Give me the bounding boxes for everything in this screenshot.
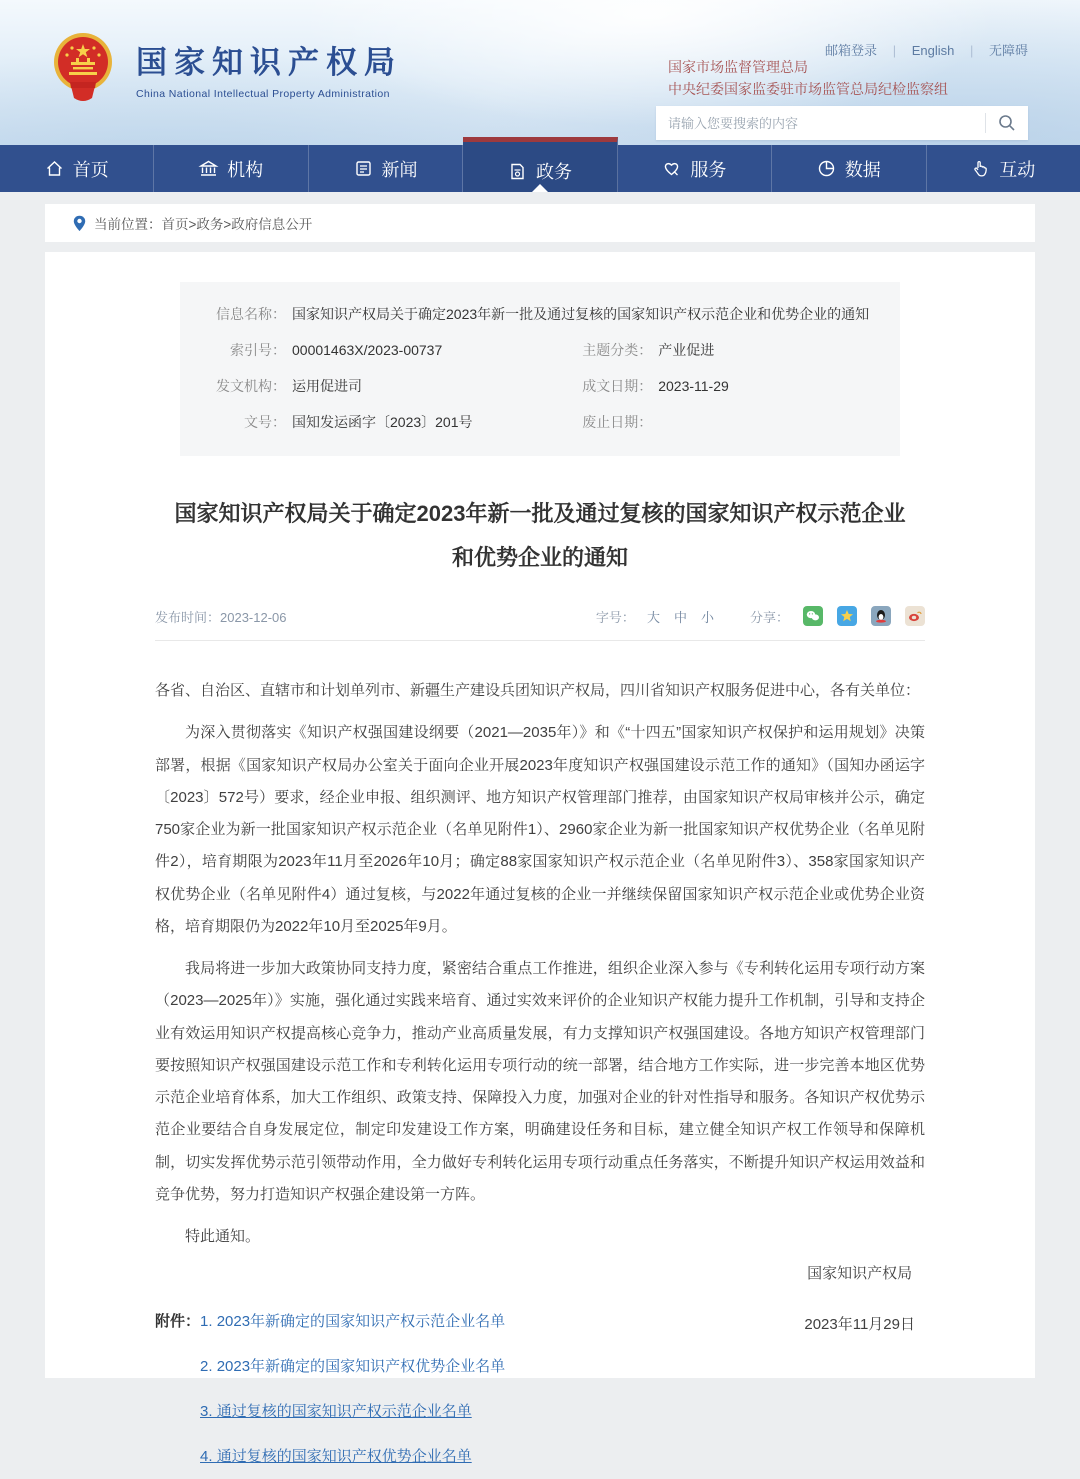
font-size-large-button[interactable]: 大	[646, 609, 660, 625]
signature-block	[804, 1248, 915, 1350]
attachment-link-2[interactable]: 2. 2023年新确定的国家知识产权优势企业名单	[200, 1358, 506, 1376]
share-weibo-icon[interactable]	[905, 606, 925, 626]
site-header	[0, 0, 1080, 145]
document-body	[155, 675, 925, 1253]
meta-label-issue-date: 成文日期：	[582, 378, 653, 394]
nav-item-news[interactable]	[309, 145, 463, 192]
site-logo[interactable]	[52, 32, 402, 104]
site-title-en: China National Intellectual Property Administration	[136, 87, 390, 100]
related-org-links	[668, 56, 948, 101]
service-heart-icon	[662, 159, 681, 178]
separator: |	[969, 43, 974, 58]
home-icon	[45, 159, 64, 178]
meta-value-topic: 产业促进	[658, 342, 715, 358]
publish-time-label: 发布时间：	[155, 609, 221, 625]
signature-date: 2023年11月29日	[804, 1316, 915, 1333]
meta-value-doc-no: 国知发运函字〔2023〕201号	[292, 414, 473, 430]
org-link-samr[interactable]: 国家市场监督管理总局	[668, 59, 808, 75]
meta-label-doc-no: 文号：	[244, 414, 286, 430]
location-pin-icon	[73, 215, 86, 232]
hand-pointer-icon	[971, 159, 990, 178]
body-paragraph: 我局将进一步加大政策协同支持力度，紧密结合重点工作推进，组织企业深入参与《专利转化运用专项行动方案（2023—2025年）》实施，强化通过实践来培育、通过实效来评价的企业知识产权能力提升工作机制，引导和支持企业有效运用知识产权提高核心竞争力，推动产业高质量发展，有力支撑知识产权强国建设。各地方知识产权管理部门要按照知识产权强国建设示范工作和专利转化运用专项行动的统一部署，结合地方工作实际，进一步完善本地区优势示范企业培育体系，加大工作组织、政策支持、保障投入力度，加强对企业的针对性指导和服务。各知识产权优势示范企业要结合自身发展定位，制定印发建设工作方案，明确建设任务和目标，建立健全知识产权工作领导和保障机制，切实发挥优势示范引领带动作用，全力做好专利转化运用专项行动重点任务落实，不断提升知识产权运用效益和竞争优势，努力打造知识产权强企建设第一方阵。	[155, 960, 925, 1203]
salutation-paragraph: 各省、自治区、直辖市和计划单列市、新疆生产建设兵团知识产权局，四川省知识产权服务促进中心，各有关单位：	[155, 682, 921, 699]
nav-item-org[interactable]	[154, 145, 308, 192]
search-icon	[998, 114, 1016, 132]
closing-paragraph: 特此通知。	[185, 1228, 261, 1245]
document-icon	[508, 162, 527, 181]
nav-label: 机构	[227, 159, 264, 180]
attachments-label: 附件：	[155, 1313, 201, 1331]
share-qzone-icon[interactable]	[837, 606, 857, 626]
meta-value-repeal-date	[658, 404, 876, 440]
meta-value-issue-date: 2023-11-29	[658, 378, 729, 394]
separator: |	[892, 43, 897, 58]
news-icon	[354, 159, 373, 178]
site-title: 国家知识产权局	[136, 44, 402, 80]
meta-value-issuer: 运用促进司	[292, 378, 362, 394]
accessibility-link[interactable]: 无障碍	[988, 43, 1028, 58]
meta-label-topic: 主题分类：	[582, 342, 653, 358]
attachment-link-4[interactable]: 4. 通过复核的国家知识产权优势企业名单	[200, 1448, 472, 1466]
nav-item-gov[interactable]	[463, 137, 617, 192]
publish-time	[155, 607, 287, 626]
nav-label: 首页	[72, 159, 109, 180]
font-size-small-button[interactable]: 小	[700, 609, 714, 625]
meta-value-info-name: 国家知识产权局关于确定2023年新一批及通过复核的国家知识产权示范企业和优势企业的通知	[292, 306, 870, 322]
meta-value-index: 00001463X/2023-00737	[292, 342, 443, 358]
mail-login-link[interactable]: 邮箱登录	[825, 43, 878, 58]
document-meta-table	[180, 282, 900, 456]
nav-item-service[interactable]	[618, 145, 772, 192]
attachment-link-3[interactable]: 3. 通过复核的国家知识产权示范企业名单	[200, 1403, 472, 1421]
nav-label: 政务	[535, 162, 572, 182]
pie-chart-icon	[817, 159, 836, 178]
page-title: 国家知识产权局关于确定2023年新一批及通过复核的国家知识产权示范企业和优势企业的通知	[174, 501, 906, 570]
nav-label: 数据	[844, 159, 881, 180]
font-size-medium-button[interactable]: 中	[673, 609, 687, 625]
nav-item-home[interactable]	[0, 145, 154, 192]
meta-label-info-name: 信息名称：	[216, 306, 286, 322]
share-wechat-icon[interactable]	[803, 606, 823, 626]
org-link-discipline[interactable]: 中央纪委国家监委驻市场监管总局纪检监察组	[668, 81, 948, 98]
nav-label: 新闻	[381, 159, 418, 180]
nav-item-interact[interactable]	[927, 145, 1080, 192]
publish-time-value: 2023-12-06	[220, 609, 287, 625]
search-input[interactable]	[656, 116, 985, 131]
nav-label: 服务	[690, 159, 727, 180]
national-emblem-icon	[52, 32, 114, 104]
english-link[interactable]: English	[911, 43, 955, 58]
share-qq-icon[interactable]	[871, 606, 891, 626]
share-label: 分享：	[749, 609, 789, 625]
body-paragraph: 为深入贯彻落实《知识产权强国建设纲要（2021—2035年）》和《“十四五”国家知识产权保护和运用规划》决策部署，根据《国家知识产权局办公室关于面向企业开展2023年度知识产权强国建设示范工作的通知》（国知办函运字〔2023〕572号）要求，经企业申报、组织测评、地方知识产权管理部门推荐，由国家知识产权局审核并公示，确定750家企业为新一批国家知识产权示范企业（名单见附件1）、2960家企业为新一批国家知识产权优势企业（名单见附件2），培育期限为2023年11月至2026年10月；确定88家国家知识产权示范企业（名单见附件3）、358家国家知识产权优势企业（名单见附件4）通过复核，与2022年通过复核的企业一并继续保留国家知识产权示范企业或优势企业资格，培育期限仍为2022年10月至2025年9月。	[155, 724, 925, 935]
nav-item-data[interactable]	[772, 145, 926, 192]
publish-meta-row	[155, 606, 925, 626]
search-bar	[656, 106, 1028, 140]
active-tab-pointer	[532, 184, 548, 192]
meta-label-index: 索引号：	[230, 342, 286, 358]
breadcrumb-path[interactable]: 首页>政务>政府信息公开	[161, 217, 313, 232]
font-size-label: 字号：	[595, 609, 635, 625]
main-nav	[0, 145, 1080, 192]
attachment-link-1[interactable]: 1. 2023年新确定的国家知识产权示范企业名单	[200, 1313, 506, 1331]
nav-label: 互动	[999, 159, 1036, 180]
meta-label-issuer: 发文机构：	[216, 378, 286, 394]
divider	[155, 640, 925, 641]
breadcrumb	[45, 204, 1035, 242]
breadcrumb-label: 当前位置：	[94, 217, 162, 232]
meta-label-repeal-date: 废止日期：	[582, 414, 653, 430]
article-card	[45, 252, 1035, 1466]
search-button[interactable]	[986, 106, 1028, 140]
signature-org: 国家知识产权局	[807, 1265, 913, 1282]
bank-icon	[199, 159, 218, 178]
